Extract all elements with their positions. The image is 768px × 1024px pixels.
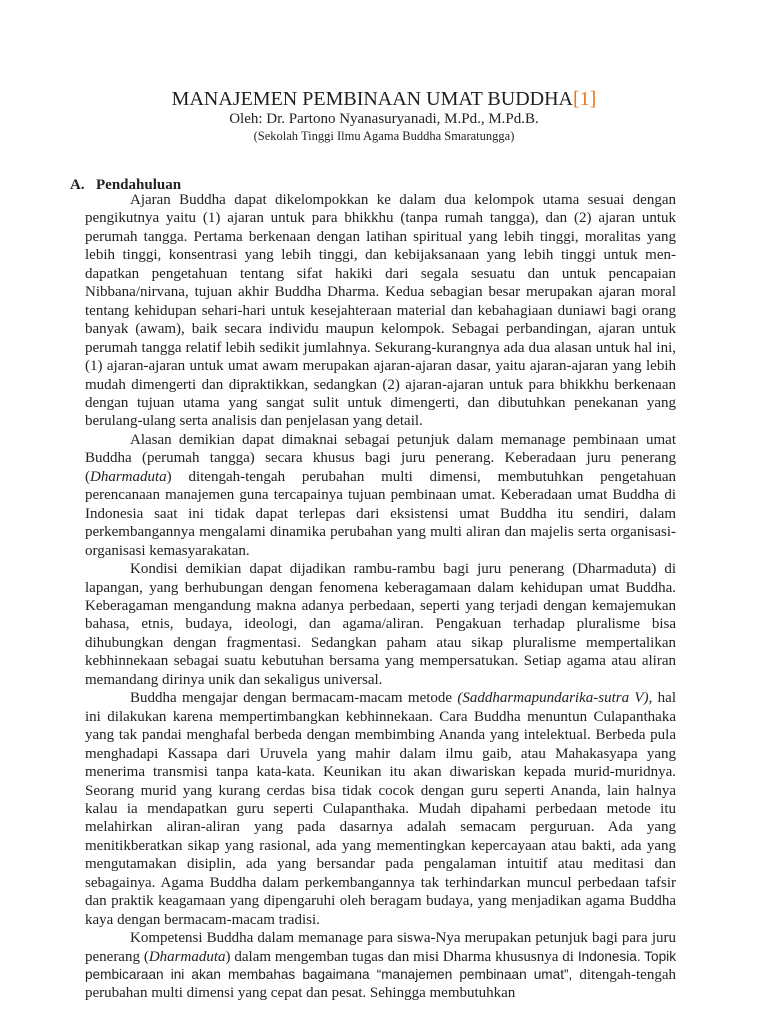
paragraph-4 [85,689,676,929]
paragraph-2-emphasis: Dharmaduta [90,468,167,485]
footnote-reference-link[interactable]: [1] [573,88,597,110]
page-title [0,88,768,110]
paragraph-1: Ajaran Buddha dapat dikelompokkan ke dalam dua kelompok utama sesuai dengan pengikutnya yaitu (1) ajaran untuk para bhikkhu (tanpa rumah tangga), dan (2) ajaran untuk perumah tangga. Pertama berkenaan dengan latihan spiritual yang lebih tinggi, moralitas yang lebih tinggi, konsentrasi yang lebih tinggi, dan kebijaksanaan yang lebih tinggi untuk men-dapatkan pengetahuan tentang sifat hakiki dari segala sesuatu dan untuk pencapaian Nibbana/nirvana, tujuan akhir Buddha Dharma. Kedua sebagian besar merupakan ajaran moral tentang kehidupan sehari-hari untuk kesejahteraan material dan kebahagiaan duniawi bagi orang banyak (awam), baik secara individu maupun kelompok. Sebagai perbandingan, ajaran untuk perumah tangga relatif lebih sedikit jumlahnya. Sekurang-kurangnya ada dua alasan untuk hal ini, (1) ajaran-ajaran untuk umat awam merupakan ajaran-ajaran dasar, yaitu ajaran-ajaran yang lebih mudah dimengerti dan dipraktikkan, sedangkan (2) ajaran-ajaran untuk para bhikkhu berkenaan dengan tujuan utama yang sangat sulit untuk dimengerti, dan dibutuhkan penekanan yang berulang-ulang serta analisis dan penjelasan yang detail. [85,192,676,430]
paragraph-5-text-b: ) dalam mengemban tugas dan misi Dharma khususnya di [225,948,578,965]
body-text [85,191,676,1003]
paragraph-4-text-b: hal ini dilakukan karena mempertimbangkan kebhinnekaan. Cara Buddha menuntun Culapanthaka yang tak pandai menghafal berbeda dengan membimbing Ananda yang intelektual. Berbeda pula menghadapi Kassapa dari Uruvela yang mahir dalam ilmu gaib, atau Mahakasyapa yang menerima transmisi tanpa kata-kata. Keunikan itu akan diwariskan kepada murid-muridnya. Seorang murid yang kurang cerdas bisa tidak cocok dengan guru seperti Ananda, lain halnya kalau ia mendapatkan guru seperti Culapanthaka. Mudah dipahami perbedaan metode itu melahirkan aliran-aliran yang pada dasarnya adalah semacam perguruan. Ada yang menitikberatkan sikap yang rasional, ada yang mementingkan kepercayaan atau bakti, ada yang mengutamakan disiplin, ada yang bersandar pada pengalaman intuitif atau meditasi dan sebagainya. Agama Buddha dalam perkembangannya tak terhindarkan muncul perbedaan tafsir dan praktik keagamaan yang dipengaruhi oleh beragam budaya, yang menjadikan agama Buddha kaya dengan bermacam-macam tradisi. [85,690,676,928]
paragraph-4-text-a: Buddha mengajar dengan bermacam-macam metode [130,690,458,707]
affiliation-line: (Sekolah Tinggi Ilmu Agama Buddha Smaratungga) [253,129,515,143]
paragraph-2 [85,431,676,560]
title-text: MANAJEMEN PEMBINAAN UMAT BUDDHA [171,88,573,110]
paragraph-2-text-b: ) ditengah-tengah perubahan multi dimensi, membutuhkan pengetahuan perencanaan manajemen guna tercapainya tujuan pembinaan umat. Keberadaan umat Buddha di Indonesia saat ini tidak dapat terlepas dari eksistensi umat Buddha itu sendiri, dalam perkembangannya mengalami dinamika perubahan yang multi aliran dan majelis serta organisasi-organisasi kemasyarakatan. [85,468,676,559]
section-number: A. [70,177,85,193]
paragraph-5-text-c: ditengah-tengah perubahan multi dimensi yang cepat dan pesat. Sehingga membutuhkan [85,967,676,1002]
author-line: Oleh: Dr. Partono Nyanasuryanadi, M.Pd., M.Pd.B. [229,111,539,127]
paragraph-2-text-a: Alasan demikian dapat dimaknai sebagai petunjuk dalam memanage pembinaan umat Buddha (perumah tangga) secara khusus bagi juru penerang. Keberadaan juru penerang ( [85,431,676,485]
paragraph-5-text-a: Kompetensi Buddha dalam memanage para siswa-Nya merupakan petunjuk bagi para juru penerang ( [85,930,676,965]
paragraph-5-sans-text: Indonesia. Topik pembicaraan ini akan membahas bagaimana “manajemen pembinaan umat”, [85,948,676,983]
section-title: Pendahuluan [96,177,182,193]
paragraph-5 [85,929,676,1003]
paragraph-4-emphasis: (Saddharmapundarika-sutra V), [457,690,653,707]
paragraph-5-emphasis: Dharmaduta [148,948,226,965]
paragraph-3: Kondisi demikian dapat dijadikan rambu-rambu bagi juru penerang (Dharmaduta) di lapangan, yang berhubungan dengan fenomena keberagamaan dalam kehidupan umat Buddha. Keberagaman mengandung makna adanya perbedaan, seperti yang terjadi dengan kemajemukan bahasa, etnis, budaya, ideologi, dan agama/aliran. Pengakuan terhadap pluralisme bisa dihubungkan dengan fragmentasi. Sedangkan paham atau sikap pluralisme mempertalikan kebhinnekaan sebagai suatu kebutuhan bersama yang mempersatukan. Setiap agama atau aliran memandang dirinya unik dan sekaligus universal. [85,561,676,688]
